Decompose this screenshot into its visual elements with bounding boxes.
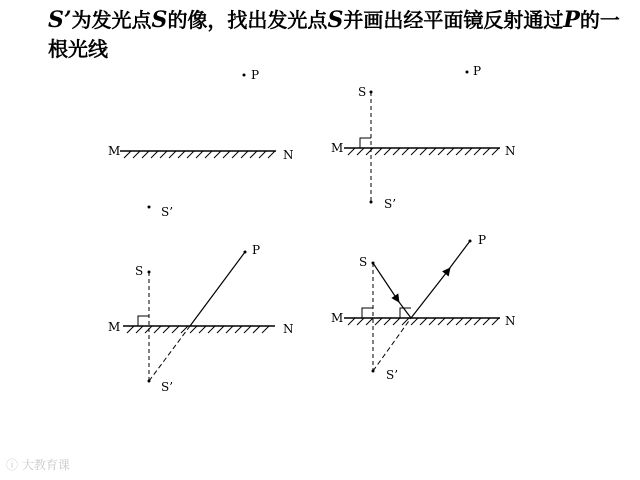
point-S [372, 262, 375, 265]
panel-1-given [108, 68, 294, 219]
point-P [466, 71, 469, 74]
label-S: S [359, 255, 368, 269]
label-N: N [505, 144, 516, 158]
label-S-prime: S’ [384, 197, 397, 211]
point-S-prime [148, 206, 151, 209]
label-S-prime: S’ [386, 368, 399, 382]
dashed-image-line [373, 318, 411, 371]
reflected-ray-arrow [411, 268, 450, 318]
label-P: P [251, 68, 260, 82]
title-text-3: 并画出经平面镜反射通过 [343, 8, 564, 32]
label-N: N [505, 314, 516, 328]
panel-2-locate-source [331, 64, 516, 211]
label-M: M [108, 144, 121, 158]
title-s: S [151, 7, 168, 33]
label-P: P [478, 233, 487, 247]
label-M: M [108, 320, 121, 334]
panel-4-light-path [331, 233, 516, 382]
mirror-hatching [127, 326, 269, 333]
reflected-ray [446, 241, 470, 273]
point-S [148, 271, 151, 274]
title-p: P [563, 7, 580, 33]
mirror-hatching [348, 318, 499, 325]
label-S: S [358, 85, 367, 99]
mirror-hatching [124, 151, 275, 158]
incident-ray-arrow [373, 263, 399, 302]
title-text-4: 的一根光线 [48, 8, 620, 61]
right-angle-mark [360, 138, 371, 148]
point-S-prime [372, 370, 375, 373]
label-M: M [331, 141, 344, 155]
dashed-image-line [149, 326, 190, 381]
label-P: P [473, 64, 482, 78]
label-N: N [283, 322, 294, 336]
panel-3-connect-image-to-p [108, 243, 294, 394]
point-S-prime [148, 380, 151, 383]
watermark-logo: ⓘ 大教育课 [6, 458, 70, 472]
label-P: P [252, 243, 261, 257]
title-s-prime: S’ [48, 7, 72, 33]
label-M: M [331, 311, 344, 325]
point-S-prime [370, 201, 373, 204]
label-N: N [283, 148, 294, 162]
right-angle-mark [138, 316, 149, 326]
reflected-line [190, 252, 245, 326]
title-s-2: S [327, 7, 344, 33]
title-text-2: 的像，找出发光点 [167, 8, 328, 32]
right-angle-mark [362, 308, 373, 318]
label-S: S [135, 264, 144, 278]
point-P [469, 240, 472, 243]
title-text-1: 为发光点 [71, 8, 152, 32]
point-S [370, 91, 373, 94]
label-S-prime: S’ [161, 380, 174, 394]
point-P [244, 251, 247, 254]
point-P [243, 74, 246, 77]
label-S-prime: S’ [161, 205, 174, 219]
